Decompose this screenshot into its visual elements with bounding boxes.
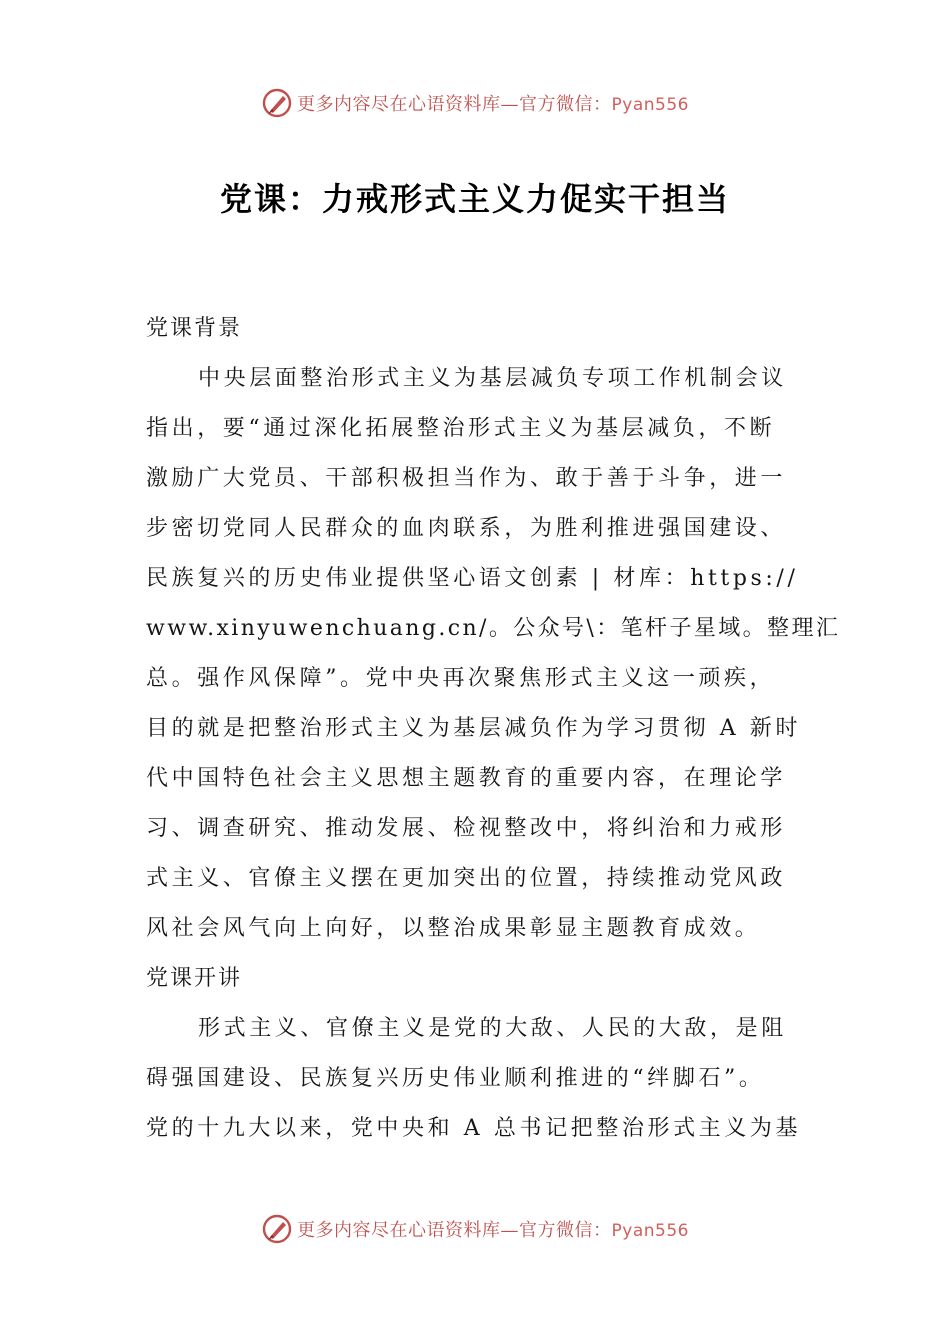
paragraph-line: 风社会风气向上向好，以整治成果彰显主题教育成效。 [146, 916, 761, 941]
paragraph-line: 目的就是把整治形式主义为基层减负作为学习贯彻 A 新时 [146, 716, 802, 741]
paragraph-line: 代中国特色社会主义思想主题教育的重要内容，在理论学 [146, 766, 787, 791]
paragraph-line: 指出，要“通过深化拓展整治形式主义为基层减负，不断 [146, 416, 776, 441]
header-watermark-banner [0, 86, 950, 120]
paragraph-line: 步密切党同人民群众的血肉联系，为胜利推进强国建设、 [146, 516, 787, 541]
watermark-text [297, 1216, 689, 1242]
paragraph-line: 党的十九大以来，党中央和 A 总书记把整治形式主义为基 [146, 1116, 802, 1141]
paragraph-line: 民族复兴的历史伟业提供坚心语文创素 | 材库：https:// [146, 566, 799, 591]
section-heading-background: 党课背景 [146, 316, 243, 341]
paragraph-line: 式主义、官僚主义摆在更加突出的位置，持续推动党风政 [146, 866, 787, 891]
paragraph-line: 形式主义、官僚主义是党的大敌、人民的大敌，是阻 [198, 1016, 787, 1041]
section-heading-lecture: 党课开讲 [146, 966, 243, 991]
paragraph-line: www.xinyuwenchuang.cn/。公众号\：笔杆子星域。整理汇 [146, 616, 841, 641]
wechat-id: Pyan556 [611, 1221, 689, 1241]
paragraph-line: 总。强作风保障”。党中央再次聚焦形式主义这一顽疾， [146, 666, 776, 691]
wechat-id: Pyan556 [611, 95, 689, 115]
paragraph-line: 中央层面整治形式主义为基层减负专项工作机制会议 [198, 366, 787, 391]
watermark-label: 更多内容尽在心语资料库—官方微信： [297, 1220, 612, 1241]
paragraph-line: 碍强国建设、民族复兴历史伟业顺利推进的“绊脚石”。 [146, 1066, 765, 1091]
document-title: 党课：力戒形式主义力促实干担当 [219, 180, 730, 218]
document-body [146, 304, 841, 1154]
footer-watermark-banner [0, 1212, 950, 1246]
paragraph-line: 习、调查研究、推动发展、检视整改中，将纠治和力戒形 [146, 816, 787, 841]
watermark-label: 更多内容尽在心语资料库—官方微信： [297, 94, 612, 115]
pen-logo-icon [261, 87, 293, 119]
paragraph-line: 激励广大党员、干部积极担当作为、敢于善于斗争，进一 [146, 466, 787, 491]
pen-logo-icon [261, 1213, 293, 1245]
watermark-text [297, 90, 689, 116]
